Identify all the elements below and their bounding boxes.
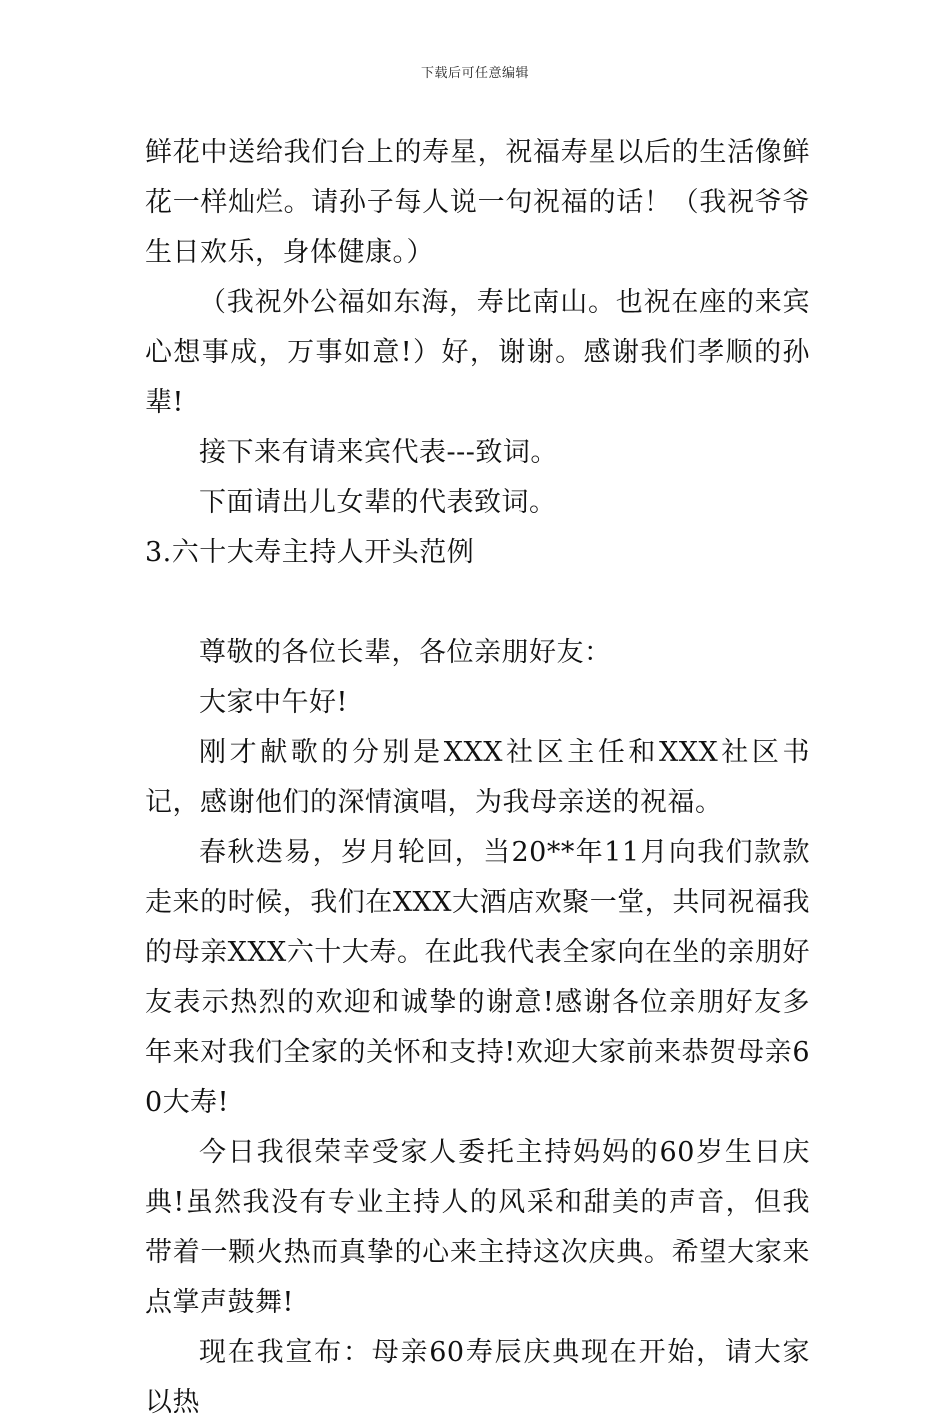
paragraph-announcement: 现在我宣布：母亲60寿辰庆典现在开始，请大家以热 bbox=[145, 1337, 810, 1418]
page-header: 下载后可任意编辑 bbox=[420, 66, 529, 81]
section-heading: 3.六十大寿主持人开头范例 bbox=[145, 537, 475, 568]
paragraph-children-speech: 下面请出儿女辈的代表致词。 bbox=[199, 487, 557, 518]
blank-line bbox=[145, 578, 810, 628]
paragraph-host-intro: 今日我很荣幸受家人委托主持妈妈的60岁生日庆典!虽然我没有专业主持人的风采和甜美的声音，但我带着一颗火热而真挚的心来主持这次庆典。希望大家来点掌声鼓舞! bbox=[145, 1137, 810, 1318]
paragraph-guest-speech: 接下来有请来宾代表---致词。 bbox=[199, 437, 558, 468]
paragraph-greeting: 大家中午好! bbox=[199, 687, 348, 718]
paragraph-welcome: 春秋迭易，岁月轮回，当20**年11月向我们款款走来的时候，我们在XXX大酒店欢聚一堂，共同祝福我的母亲XXX六十大寿。在此我代表全家向在坐的亲朋好友表示热烈的欢迎和诚挚的谢意!感谢各位亲朋好友多年来对我们全家的关怀和支持!欢迎大家前来恭贺母亲60大寿! bbox=[145, 837, 810, 1118]
paragraph-song-thanks: 刚才献歌的分别是XXX社区主任和XXX社区书记，感谢他们的深情演唱，为我母亲送的祝福。 bbox=[145, 737, 810, 818]
paragraph-blessing: （我祝外公福如东海，寿比南山。也祝在座的来宾心想事成，万事如意!）好，谢谢。感谢我们孝顺的孙辈! bbox=[145, 287, 810, 418]
paragraph-salutation: 尊敬的各位长辈，各位亲朋好友： bbox=[199, 637, 612, 668]
paragraph-continuation: 鲜花中送给我们台上的寿星，祝福寿星以后的生活像鲜花一样灿烂。请孙子每人说一句祝福的话！（我祝爷爷生日欢乐，身体健康。） bbox=[145, 137, 810, 268]
document-body bbox=[145, 128, 810, 1428]
